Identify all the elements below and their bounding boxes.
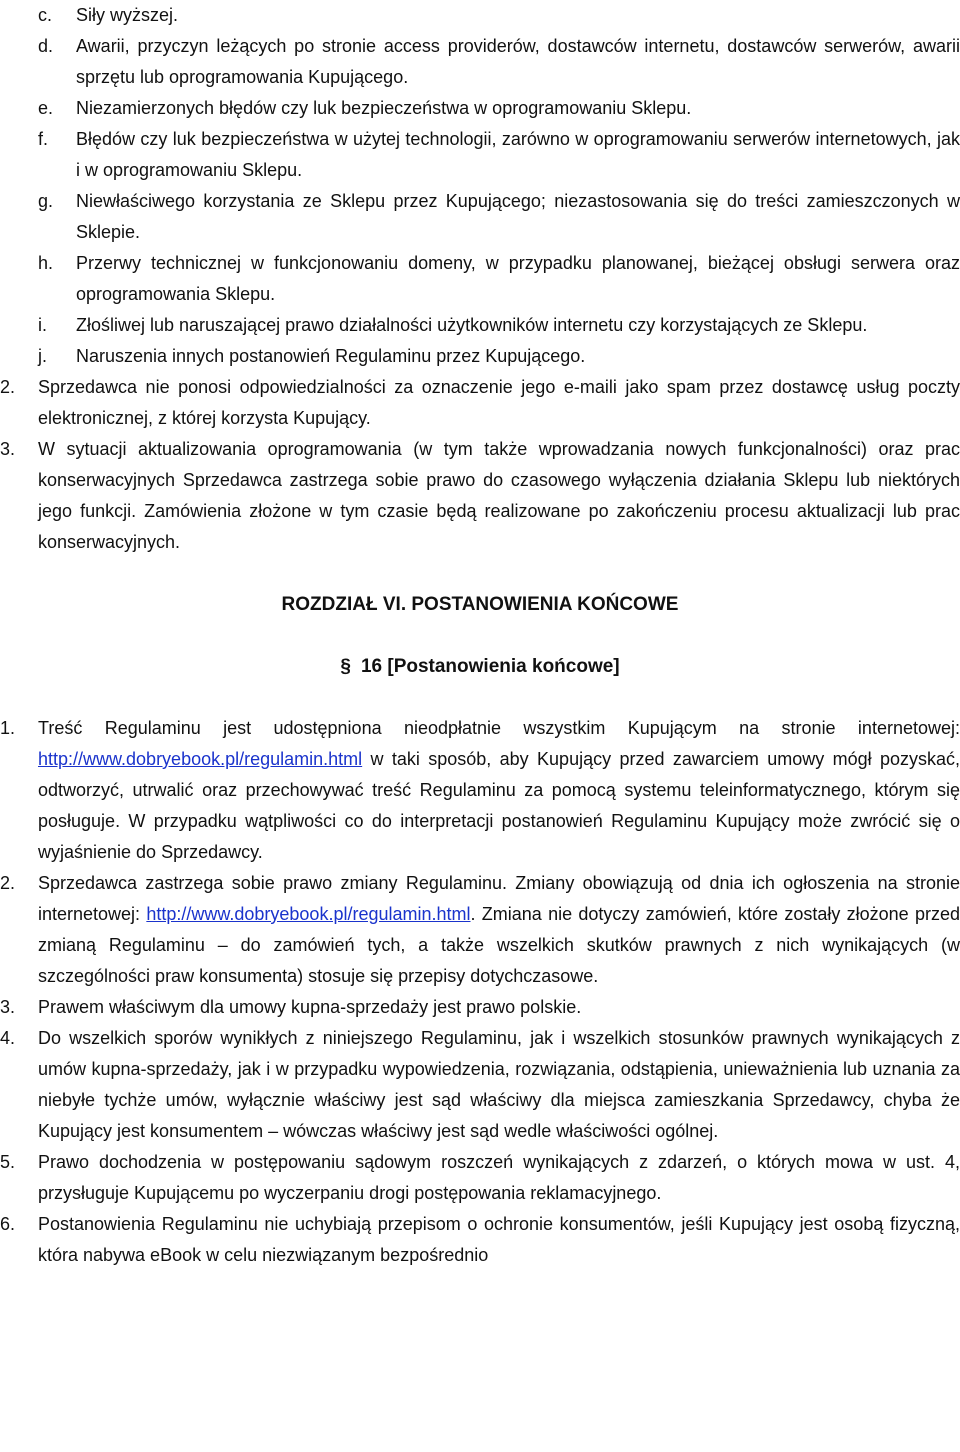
item-text: Awarii, przyczyn leżących po stronie access providerów, dostawców internetu, dostawców serwerów, awarii sprzętu lub oprogramowania Kupującego. [76, 36, 960, 87]
section-title-text: 16 [Postanowienia końcowe] [360, 656, 620, 677]
numbered-list-a [0, 372, 960, 558]
item-marker: 1. [0, 718, 16, 738]
list-item [0, 713, 960, 868]
regulamin-link[interactable]: http://www.dobryebook.pl/regulamin.html [146, 904, 471, 924]
item-text [38, 868, 960, 992]
item-marker: i. [38, 315, 47, 335]
section-title [0, 651, 960, 682]
item-marker: 2. [0, 873, 16, 893]
item-text: Do wszelkich sporów wynikłych z niniejszego Regulaminu, jak i wszelkich stosunków prawnych wynikających z umów kupna-sprzedaży, jak i w przypadku wypowiedzenia, rozwiązania, odstąpienia, unieważnienia lub uznania za niebyłe tychże umów, wyłącznie właściwy jest sąd właściwy dla miejsca zamieszkania Sprzedawcy, chyba że Kupujący jest konsumentem – wówczas właściwy jest sąd wedle właściwości ogólnej. [38, 1028, 960, 1141]
item-marker: 6. [0, 1214, 16, 1234]
item-marker: 3. [0, 439, 16, 459]
list-item [38, 186, 960, 248]
item-text: Postanowienia Regulaminu nie uchybiają przepisom o ochronie konsumentów, jeśli Kupujący jest osobą fizyczną, która nabywa eBook w celu niezwiązanym bezpośrednio [38, 1214, 960, 1265]
list-item [0, 1147, 960, 1209]
regulamin-link[interactable]: http://www.dobryebook.pl/regulamin.html [38, 749, 363, 769]
item-marker: 3. [0, 997, 16, 1017]
item-text: Niezamierzonych błędów czy luk bezpieczeństwa w oprogramowaniu Sklepu. [76, 98, 692, 118]
item-marker: d. [38, 36, 54, 56]
item-marker: e. [38, 98, 54, 118]
item-marker: f. [38, 129, 49, 149]
item-text-part: Sprzedawca zastrzega sobie prawo zmiany Regulaminu. Zmiany obowiązują od dnia ich ogłoszenia na stronie internetowej: [38, 873, 960, 924]
list-item [38, 248, 960, 310]
item-text-part: Treść Regulaminu jest udostępniona nieodpłatnie wszystkim Kupującym na stronie internetowej: [38, 718, 960, 738]
item-text-part: . Zmiana nie dotyczy zamówień, które zostały złożone przed zmianą Regulaminu – do zamówień tych, a także wszelkich skutków prawnych z nich wynikających (w szczególności praw konsumenta) stosuje się przepisy dotychczasowe. [38, 904, 960, 986]
item-marker: 2. [0, 377, 16, 397]
list-item [38, 93, 960, 124]
list-item [38, 0, 960, 31]
section-mark: § [340, 656, 351, 677]
item-text: Siły wyższej. [76, 5, 179, 25]
chapter-title: ROZDZIAŁ VI. POSTANOWIENIA KOŃCOWE [281, 594, 679, 615]
sub-list [0, 0, 960, 372]
list-item [38, 124, 960, 186]
list-item [0, 1209, 960, 1271]
list-item [0, 372, 960, 434]
item-text: Niewłaściwego korzystania ze Sklepu przez Kupującego; niezastosowania się do treści zamieszczonych w Sklepie. [76, 191, 960, 242]
item-text-part: w taki sposób, aby Kupujący przed zawarciem umowy mógł pozyskać, odtworzyć, utrwalić oraz przechowywać treść Regulaminu za pomocą systemu teleinformatycznego, którym się posługuje. W przypadku wątpliwości co do interpretacji postanowień Regulaminu Kupujący może zwrócić się o wyjaśnienie do Sprzedawcy. [38, 749, 960, 862]
item-text: Złośliwej lub naruszającej prawo działalności użytkowników internetu czy korzystających ze Sklepu. [76, 315, 868, 335]
item-text: Naruszenia innych postanowień Regulaminu przez Kupującego. [76, 346, 586, 366]
list-item [0, 1023, 960, 1147]
numbered-list-b [0, 713, 960, 1271]
list-item [38, 310, 960, 341]
item-text: Prawo dochodzenia w postępowaniu sądowym roszczeń wynikających z zdarzeń, o których mowa w ust. 4, przysługuje Kupującemu po wyczerpaniu drogi postępowania reklamacyjnego. [38, 1152, 960, 1203]
item-text: Prawem właściwym dla umowy kupna-sprzedaży jest prawo polskie. [38, 997, 582, 1017]
list-item [0, 868, 960, 992]
item-text: Błędów czy luk bezpieczeństwa w użytej technologii, zarówno w oprogramowaniu serwerów internetowych, jak i w oprogramowaniu Sklepu. [76, 129, 960, 180]
item-marker: 4. [0, 1028, 16, 1048]
item-text: Sprzedawca nie ponosi odpowiedzialności za oznaczenie jego e-maili jako spam przez dostawcę usług poczty elektronicznej, z której korzysta Kupujący. [38, 377, 960, 428]
list-item [38, 31, 960, 93]
item-marker: c. [38, 5, 53, 25]
item-text: W sytuacji aktualizowania oprogramowania (w tym także wprowadzania nowych funkcjonalności) oraz prac konserwacyjnych Sprzedawca zastrzega sobie prawo do czasowego wyłączenia działania Sklepu lub niektórych jego funkcji. Zamówienia złożone w tym czasie będą realizowane po zakończeniu procesu aktualizacji lub prac konserwacyjnych. [38, 439, 960, 552]
item-marker: j. [38, 346, 47, 366]
list-item [38, 341, 960, 372]
item-marker: g. [38, 191, 54, 211]
list-item [0, 992, 960, 1023]
item-text: Przerwy technicznej w funkcjonowaniu domeny, w przypadku planowanej, bieżącej obsługi serwera oraz oprogramowania Sklepu. [76, 253, 960, 304]
item-text [38, 713, 960, 868]
item-marker: h. [38, 253, 54, 273]
item-marker: 5. [0, 1152, 16, 1172]
list-item [0, 434, 960, 558]
